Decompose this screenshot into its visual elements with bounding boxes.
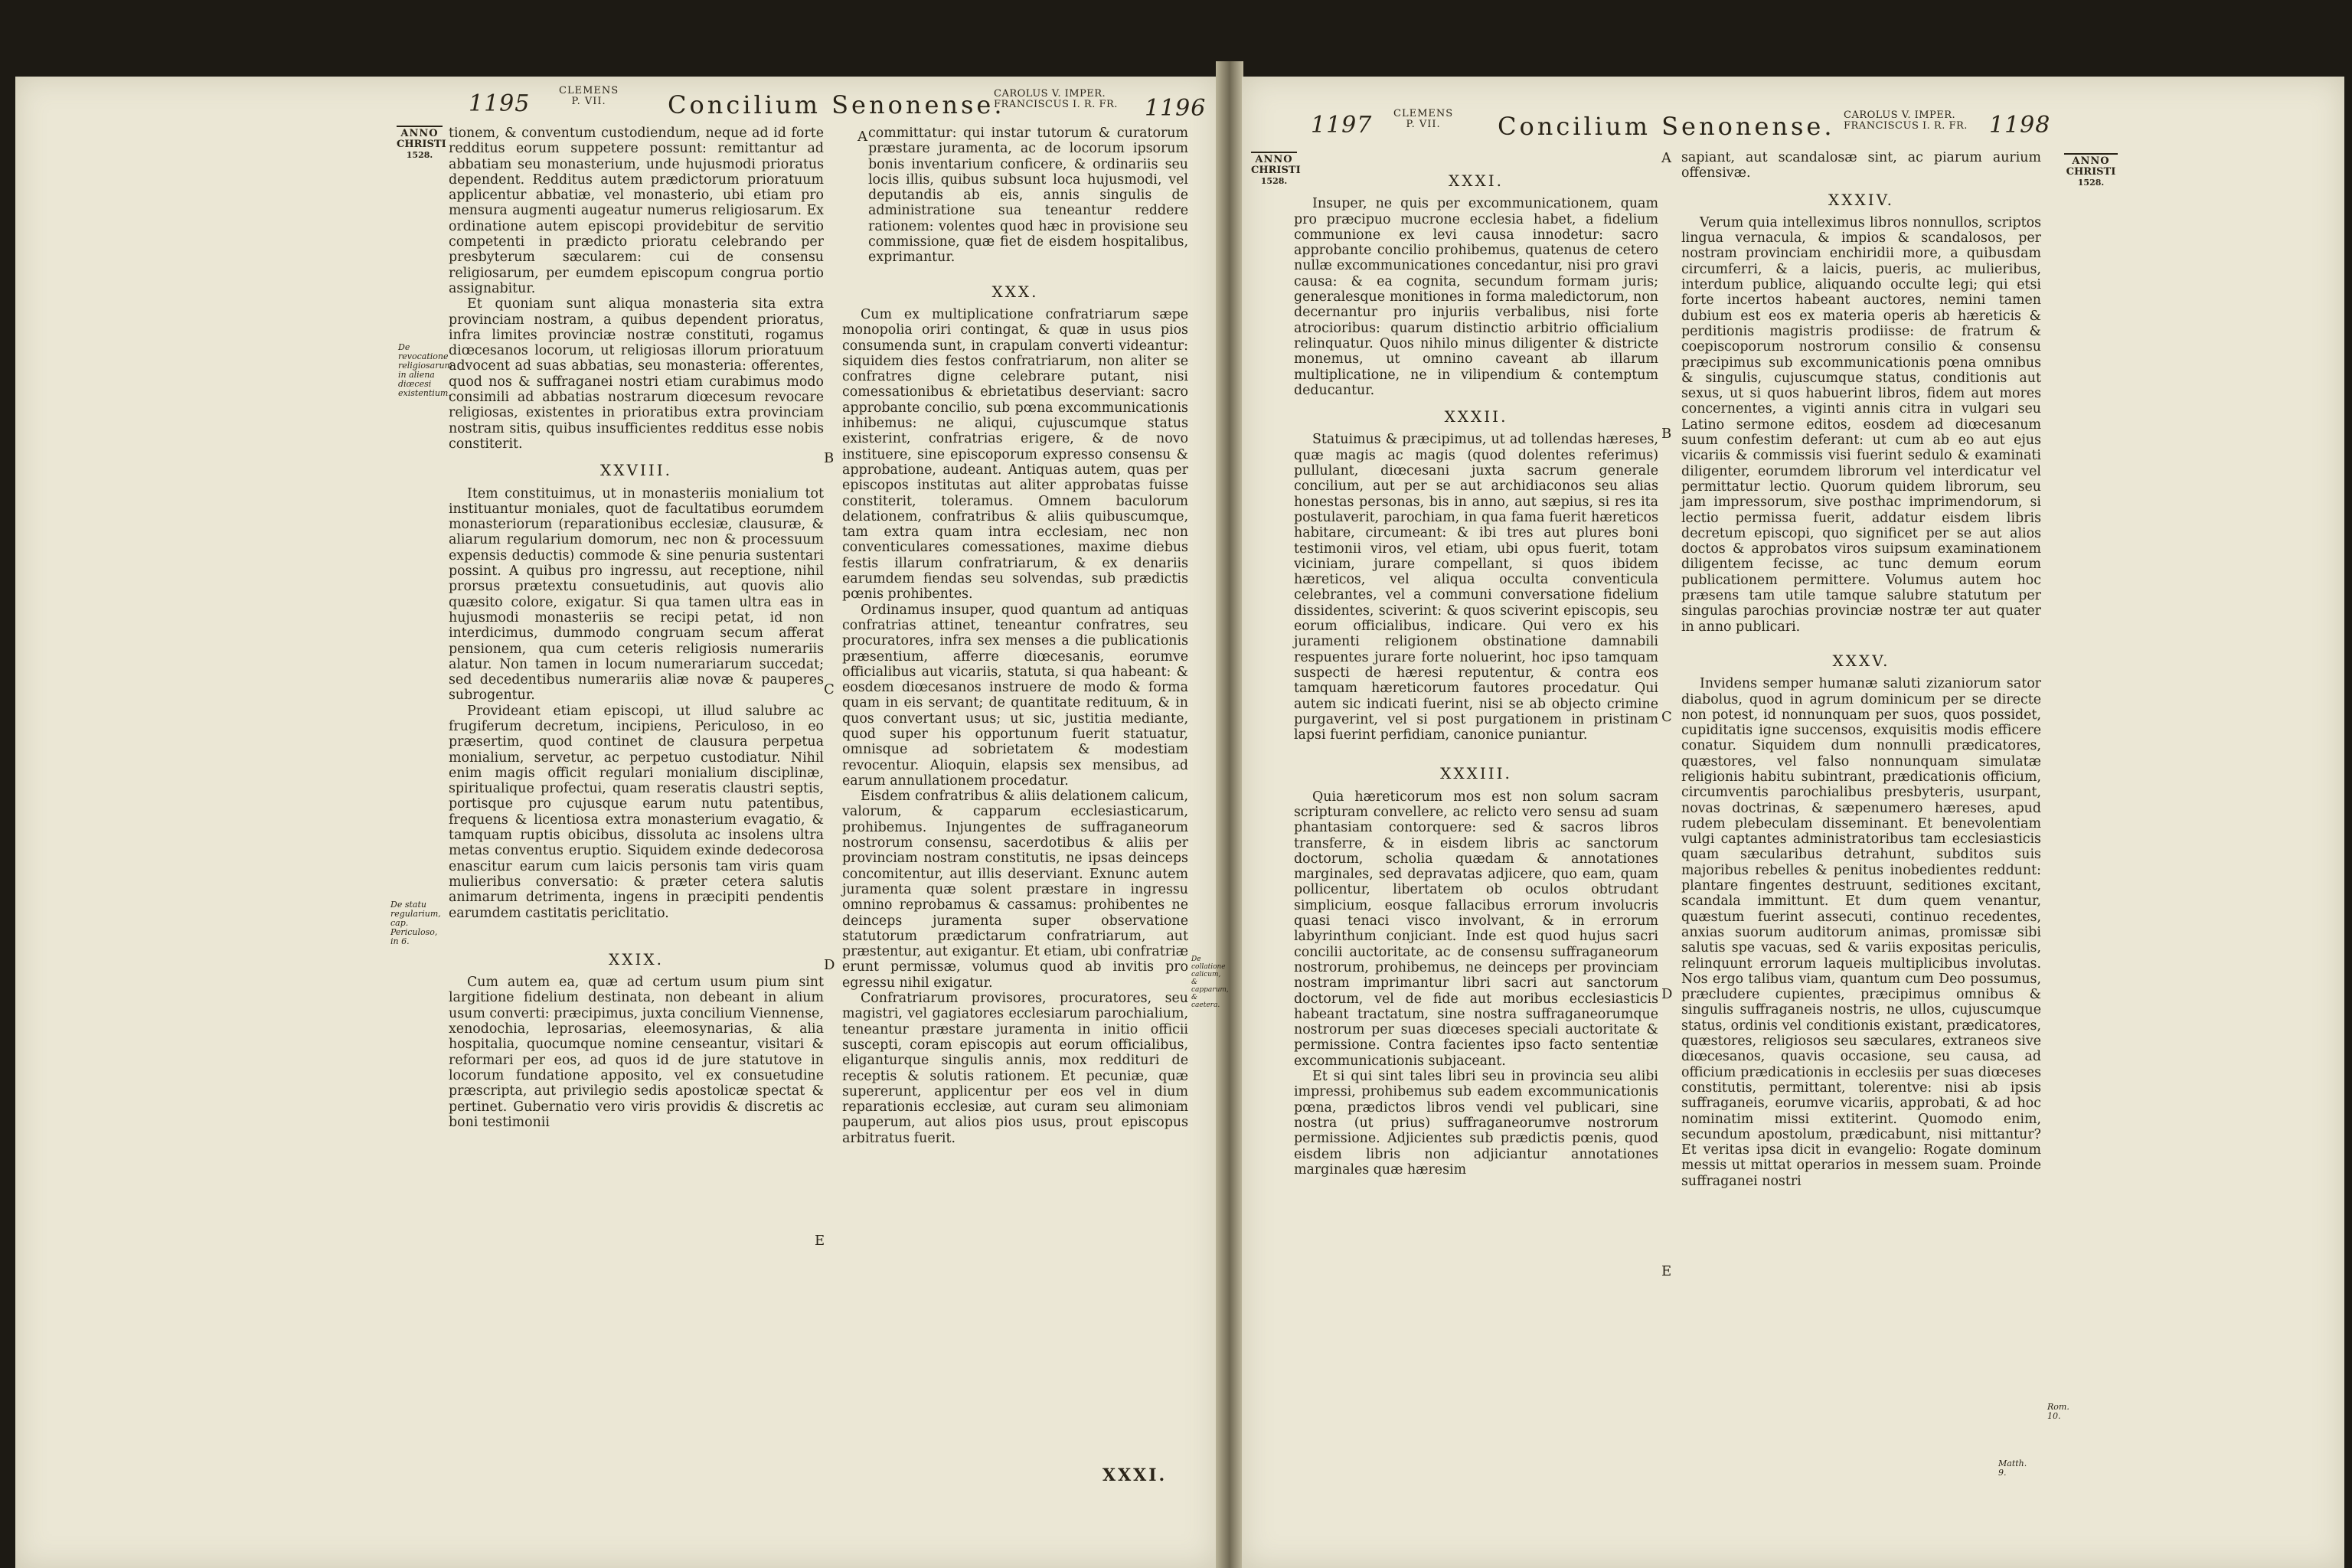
margin-note-rom: Rom. 10.	[2047, 1402, 2069, 1421]
running-head-pope: CLEMENS P. VII.	[1393, 108, 1454, 130]
margin-note-statu-regularium: De statu regularium, cap. Periculoso, in 6.	[390, 900, 441, 946]
paragraph: Invidens semper humanæ saluti zizaniorum sator diabolus, quod in agrum dominicum per se directe non potest, id nonnunquam per suos, quos possidet, cupiditatis igne succensos, exquisitis modis efficere conatur. Siquidem dum nonnulli prædicatores, quæstores, vel falso nonnunquam simulatæ religionis habitu subintrant, prædicationis officium, circumventis parochialibus presbyteris, usurpant, novas doctrinas, & sæpenumero hæreses, apud rudem plebeculam disseminant. Et benevolentiam vulgi captantes administratoribus tam ecclesiasticis quam sæcularibus detrahunt, subditos suis majoribus rebelles & penitus inobedientes reddunt: plantare fingentes destruunt, seditiones excitant, scandala immittunt. Et dum quem venantur, quæstum fuerint assecuti, continuo recedentes, anxias suorum auditorum animas, promissæ sibi salutis spe vacuas, sed & variis expositas periculis, relinquunt errorum laqueis multiplicibus involutas. Nos ergo talibus viam, quantum cum Deo possumus, præcludere cupientes, præcipimus omnibus & singulis suffraganeis nostris, ne ullos, cujuscumque status, ordinis vel conditionis existant, prædicatores, quæstores, religiosos seu sæculares, extraneos sive diœcesanos, quavis occasione, seu causa, ad officium prædicationis in ecclesiis per suas diœceses constitutis, permittant, tolerentve: nisi ab ipsis suffraganeis, eorumve vicariis, approbati, & ad hoc nominatim missi extiterint. Quomodo enim, secundum apostolum, prædicabunt, nisi mittantur? Et veritas ipsa dicit in evangelio: Rogate dominum messis ut mittat operarios in messem suam. Proinde suffraganei nostri	[1681, 676, 2041, 1189]
page-number-1197: 1197	[1311, 112, 1373, 139]
paragraph: Provideant etiam episcopi, ut illud salubre ac frugiferum decretum, incipiens, Periculoso, in eo præsertim, quod continet de clausura perpetua monialium, servetur, ac perpetuo custodiatur. Nihil enim magis officit regulari monialium disciplinæ, spiritualique profectui, quam reseratis claustri septis, portisque pro cujusque earum nutu patentibus, frequens & licentiosa extra monasterium evagatio, & tamquam ruptis obicibus, dissoluta ac insolens ultra metas conventus eruptio. Siquidem exinde dedecorosa enascitur earum cum laicis personis tam viris quam mulieribus conversatio: & præter cetera salutis animarum detrimenta, ingens in præcipiti pendentis earumdem castitatis periclitatio.	[449, 703, 824, 921]
page-number-1196: 1196	[1145, 95, 1207, 122]
running-head-pope: CLEMENS P. VII.	[559, 85, 619, 107]
running-head-title: Concilium Senonense.	[668, 90, 1005, 119]
column-marker-d: D	[1661, 986, 1673, 1002]
book-gutter	[1216, 61, 1243, 1568]
section-heading-28: XXVIII.	[600, 461, 672, 480]
section-heading-35: XXXV.	[1832, 651, 1890, 670]
paragraph: Ordinamus insuper, quod quantum ad antiquas confratrias attinet, teneantur confratres, seu procuratores, infra sex menses a die publicationis præsentium, afferre diœcesanis, eorumve officialibus aut vicariis, statuta, si qua habeant: & eosdem diœcesanos instruere de modo & forma quam in eis servant; de quantitate redituum, & in quos convertant usus; ut sic, justitia mediante, quod super his opportunum fuerit statuatur, omnisque ad sobrietatem & modestiam revocentur. Alioquin, elapsis sex mensibus, ad earum annullationem procedatur.	[842, 602, 1188, 789]
paragraph: Item constituimus, ut in monasteriis monialium tot instituantur moniales, quot de facultatibus eorumdem monasteriorum (reparationibus ecclesiæ, clausuræ, & aliarum regularium domorum, nec non & processuum expensis deductis) commode & sine penuria sustentari possint. A quibus pro ingressu, aut receptione, nihil prorsus prætextu consuetudinis, aut quovis alio quæsito colore, exigatur. Si qua tamen ultra eas in hujusmodi monasteriis se recipi petat, id non interdicimus, dummodo congruam secum afferat pensionem, qua cum ceteris religiosis numerariis alatur. Non tamen in locum numerariarum succedat; sed decedentibus numerariis aliæ novæ & pauperes subrogentur.	[449, 485, 824, 704]
section-heading-32: XXXII.	[1444, 407, 1508, 426]
column-marker-b: B	[824, 450, 835, 466]
left-page-column-2	[842, 126, 1188, 1146]
right-page-column-2	[1681, 150, 2041, 1189]
running-head-ruler: CAROLUS V. IMPER. FRANCISCUS I. R. FR.	[1844, 109, 1968, 132]
column-marker-c: C	[1661, 709, 1672, 725]
column-marker-d: D	[824, 957, 835, 973]
paragraph: Et si qui sint tales libri seu in provincia seu alibi impressi, prohibemus sub eadem excommunicationis pœna, prædictos libros vendi vel publicari, sine nostra (ut prius) suffraganeorumve nostrorum permissione. Adjicientes sub prædictis pœnis, quod eisdem libris non adjiciantur annotationes marginales quæ hæresim	[1294, 1069, 1658, 1178]
right-page-column-1	[1294, 173, 1658, 1178]
left-page-column-1	[449, 126, 824, 1130]
paragraph: Quia hæreticorum mos est non solum sacram scripturam convellere, ac relicto vero sensu ad suam phantasiam contorquere: sed & sacros libros transferre, & in eisdem libris ac sanctorum doctorum, scholia quædam & annotationes marginales, sed depravatas adjicere, quo eam, quam pollicentur, libertatem ob oculos obtrudant simplicium, eosque fallacibus errorum involucris quasi tenaci visco involvant, & in errorum labyrinthum conjiciant. Inde est quod hujus sacri concilii auctoritate, ac de consensu suffraganeorum nostrorum, prohibemus, ne deinceps per provinciam nostram imprimantur libri sacri aut sanctorum doctorum, vel de fide aut moribus ecclesiasticis habeant tractatum, sine nostra suffraganeorumque nostrorum per suas diœceses speciali auctoritate & permissione. Contra facientes ipso facto sententiæ excommunicationis subjaceant.	[1294, 789, 1658, 1069]
page-number-1198: 1198	[1989, 112, 2051, 139]
anno-christi-right-inner: ANNO CHRISTI 1528.	[1251, 152, 1297, 187]
anno-christi-right-outer: ANNO CHRISTI 1528.	[2064, 153, 2118, 188]
section-heading-30: XXX.	[991, 282, 1039, 301]
paragraph: sapiant, aut scandalosæ sint, ac piarum aurium offensivæ.	[1681, 150, 2041, 181]
column-marker-b: B	[1661, 426, 1672, 442]
paragraph: Insuper, ne quis per excommunicationem, quam pro præcipuo mucrone ecclesia habet, a fidelium communione ex levi causa innodetur: sacro approbante concilio prohibemus, quatenus de cetero nullæ excommunicationes concedantur, nisi pro gravi causa: & ea cognita, secundum formam juris; generalesque monitiones in forma maledictorum, non decernantur pro injuriis verbalibus, nisi forte atrocioribus: quarum distinctio arbitrio officialium relinquatur. Quos nihilo minus diligenter & districte monemus, ut omnino caveant ab illarum multiplicatione, ne in vilipendium & contemptum deducantur.	[1294, 196, 1658, 398]
section-heading-29: XXIX.	[609, 949, 664, 969]
paragraph: Confratriarum provisores, procuratores, seu magistri, vel gagiatores ecclesiarum parochialium, teneantur præstare juramenta in initio officii suscepti, coram episcopis aut eorum officialibus, eliganturque singulis annis, mox reddituri de receptis & solutis rationem. Et pecuniæ, quæ supererunt, applicentur per eos vel in dium reparationis ecclesiæ, aut curam seu alimoniam pauperum, aut alios pios usus, prout episcopus arbitratus fuerit.	[842, 991, 1188, 1146]
anno-christi-left: ANNO CHRISTI 1528.	[397, 126, 443, 161]
paragraph: Cum autem ea, quæ ad certum usum pium sint largitione fidelium destinata, non debeant in alium usum converti: præcipimus, juxta concilium Viennense, xenodochia, leprosarias, eleemosynarias, & alia hospitalia, quocumque nomine censeantur, visitari & reformari per eos, ad quos id de jure statutove in locorum fundatione apposito, vel ex consuetudine præscripta, aut privilegio sedis apostolicæ spectat & pertinet. Gubernatio vero viris providis & discretis ac boni testimonii	[449, 975, 824, 1130]
running-head-ruler: CAROLUS V. IMPER. FRANCISCUS I. R. FR.	[994, 88, 1118, 110]
section-heading-31: XXXI.	[1449, 172, 1504, 190]
margin-note-collatione: De collatione calicum, & capparum, & caetera.	[1191, 956, 1229, 1009]
column-marker-a: A	[1661, 150, 1671, 166]
paragraph: Cum ex multiplicatione confratriarum sæpe monopolia oriri contingat, & quæ in usus pios consumenda sunt, in crapulam converti videantur: siquidem dies festos confratriarum, non aliter se confratres digne celebrare putant, nisi comessationibus & ebrietatibus deserviant: sacro approbante concilio, sub pœna excommunicationis inhibemus: ne aliqui, cujuscumque status existerint, confratrias erigere, & de novo instituere, sine episcoporum expresso consensu & approbatione, audeant. Antiquas autem, quas per episcopos institutas aut aliter approbatas fuisse constiterit, toleramus. Omnem baculorum delationem, confratribus & aliis quibuscumque, tam extra quam intra ecclesiam, nec non conventiculares comessationes, maxime diebus festis illarum confratriarum, & ex denariis earumdem fiendas seu solvendas, sub prædictis pœnis prohibentes.	[842, 306, 1188, 603]
paragraph: Eisdem confratribus & aliis delationem calicum, valorum, & capparum ecclesiasticarum, prohibemus. Injungentes de suffraganeorum nostrorum consensu, sacerdotibus & aliis per provinciam nostram constitutis, ne ipsas deinceps concomitentur, aut illis deserviant. Exnunc autem juramenta quæ solent præstare in ingressu omnino reprobamus & cassamus: prohibentes ne deinceps juramenta super observatione statutorum prædictarum confratriarum, aut præstentur, aut exigantur. Et etiam, ubi confratriæ erunt permissæ, volumus quod ab invitis pro egressu nihil exigatur.	[842, 789, 1188, 991]
column-marker-e: E	[1661, 1263, 1672, 1279]
column-marker-e: E	[815, 1233, 825, 1249]
paragraph: committatur: qui instar tutorum & curatorum præstare juramenta, ac de locorum ipsorum bonis inventarium conficere, & ordinariis seu locis illis, quibus subsunt loca hujusmodi, vel deputandis ab eis, annis singulis de administratione sua teneantur reddere rationem: volentes quod hæc in provisione seu commissione, quæ fiet de eisdem hospitalibus, exprimantur.	[868, 126, 1188, 266]
catchword: XXXI.	[1102, 1465, 1168, 1485]
paragraph: Verum quia intelleximus libros nonnullos, scriptos lingua vernacula, & impios & scandalosos, per nostram provinciam enchiridii more, a quibusdam circumferri, & a laicis, pueris, ac mulieribus, interdum publice, aliquando occulte legi; qui etsi forte incertos habeant auctores, nemini tamen dubium est eos ex materia operis ab hæreticis & perditionis magistris prodiisse: de fratrum & coepiscoporum nostrorum consilio & consensu præcipimus sub excommunicationis pœna omnibus & singulis, cujuscumque status, conditionis aut sexus, ut si quos habuerint libros, fidem aut mores concernentes, a viginti annis citra in vulgari seu Latino sermone editos, eosdem ad diœcesanum suum confestim deferant: ut cum ab eo aut ejus vicariis & commissis visi fuerint sedulo & examinati diligenter, eorumdem librorum vel interdicatur vel permittatur lectio. Quorum quidem librorum, seu jam impressorum, sive posthac imprimendorum, si lectio permissa fuerit, addatur eisdem libris decretum episcopi, quo significet per se aut alios doctos & approbatos viros suipsum examinationem diligentem fecisse, ac tunc demum eorum publicationem permittere. Volumus autem hoc præsens tam utile tamque salubre statutum per singulas parochias provinciæ nostræ ter aut quater in anno publicari.	[1681, 214, 2041, 635]
margin-note-matth: Matth. 9.	[1998, 1459, 2027, 1478]
margin-note-revocatione: De revocatione religiosarum in aliena diœcesi existentium.	[398, 342, 452, 398]
paragraph: tionem, & conventum custodiendum, neque ad id forte redditus eorum suppetere possunt: remittantur ad abbatiam seu monasterium, unde hujusmodi prioratus dependent. Redditus autem prædictorum prioratuum applicentur abbatiæ, vel monasterio, ubi etiam pro mensura augmenti augeatur numerus religiosarum. Ex ordinatione autem episcopi providebitur de servitio competenti in prædicto prioratu celebrando per presbyterum sæcularem: cui de consensu religiosarum, per eumdem episcopum congrua portio assignabitur.	[449, 126, 824, 296]
section-heading-34: XXXIV.	[1828, 190, 1894, 209]
column-marker-c: C	[824, 681, 835, 697]
column-marker-a: A	[858, 129, 867, 145]
paragraph: Statuimus & præcipimus, ut ad tollendas hæreses, quæ magis ac magis (quod dolentes referimus) pullulant, diœcesani juxta sacrum generale concilium, aut per se aut archidiaconos seu alias honestas personas, bis in anno, aut sæpius, si res ita postulaverit, parochiam, in qua fama fuerit hæreticos habitare, circumeant: & ibi tres aut plures boni testimonii viros, vel etiam, ubi opus fuerit, totam viciniam, jurare compellant, si quos ibidem hæreticos, vel aliqua occulta conventicula celebrantes, vel a communi conversatione fidelium dissidentes, sciverint: & quos sciverint episcopis, seu eorum officialibus, indicare. Qui vero ex his juramenti religionem obstinatione damnabili respuentes jurare forte noluerint, hoc ipso tamquam suspecti de hæresi reputentur, & contra eos tamquam hæreticorum fautores procedatur. Qui autem sic indicati fuerint, nisi se ab objecto crimine purgaverint, vel si post purgationem in pristinam lapsi fuerint perfidiam, canonice puniantur.	[1294, 432, 1658, 743]
paragraph: Et quoniam sunt aliqua monasteria sita extra provinciam nostram, a quibus dependent prioratus, infra limites provinciæ nostræ constituti, rogamus diœcesanos locorum, ut religiosas illorum prioratuum advocent ad suas abbatias, seu monasteria: offerentes, quod nos & suffraganei nostri etiam curabimus modo consimili ad abbatias nostrarum diœcesum revocare religiosas, existentes in prioratibus extra provinciam nostram sitis, quibus insufficientes redditus esse nobis constiterit.	[449, 296, 824, 452]
page-number-1195: 1195	[469, 90, 531, 117]
section-heading-33: XXXIII.	[1440, 764, 1512, 783]
running-head-title: Concilium Senonense.	[1498, 112, 1835, 141]
